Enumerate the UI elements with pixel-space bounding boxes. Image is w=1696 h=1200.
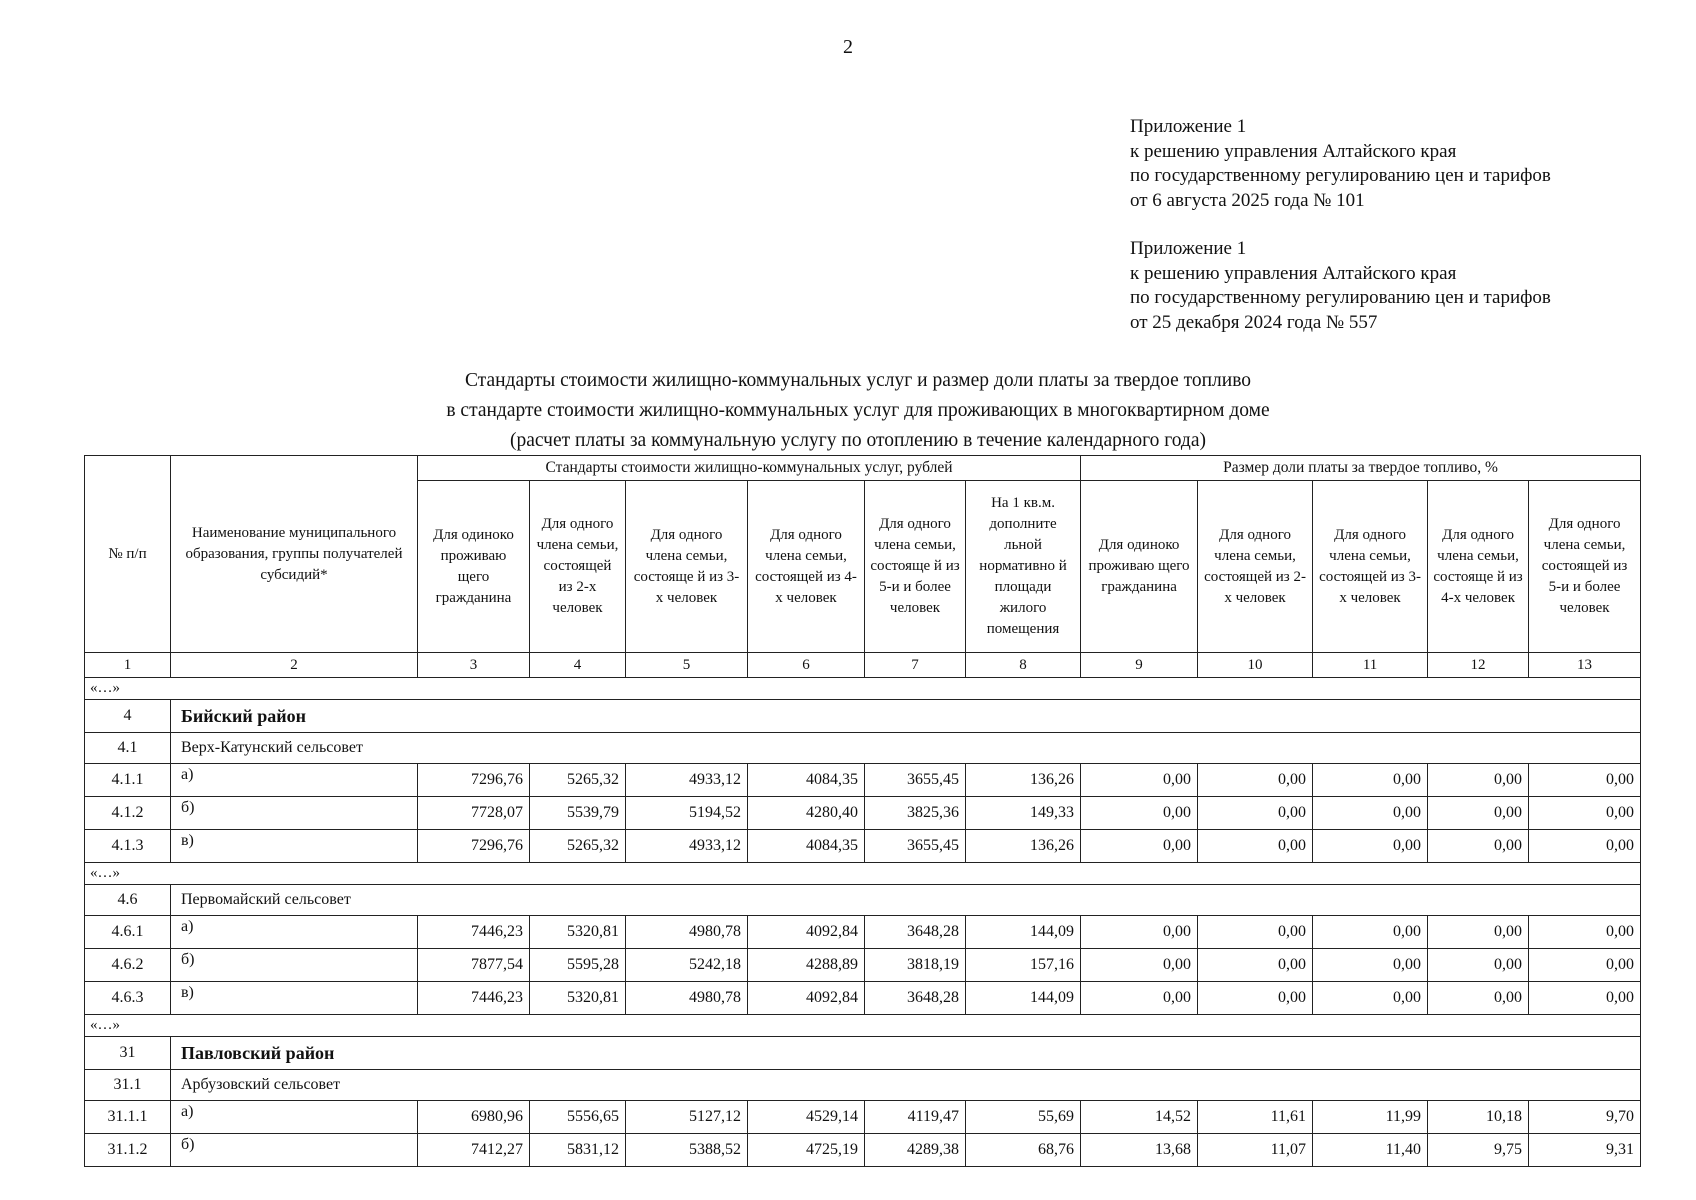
document-title — [0, 366, 1696, 456]
value-cell: 3825,36 — [865, 797, 966, 830]
district-number: 4 — [85, 700, 171, 733]
value-cell: 4725,19 — [748, 1134, 865, 1167]
appendix-previous-line: по государственному регулированию цен и тарифов — [1130, 287, 1551, 308]
table-row — [85, 797, 1641, 830]
value-cell: 11,07 — [1198, 1134, 1313, 1167]
row-number: 4.6.3 — [85, 982, 171, 1015]
district-row — [85, 1037, 1641, 1070]
value-cell: 3655,45 — [865, 764, 966, 797]
value-cell: 0,00 — [1313, 916, 1428, 949]
value-cell: 7446,23 — [418, 916, 530, 949]
column-number: 3 — [418, 653, 530, 678]
value-cell: 5265,32 — [530, 830, 626, 863]
value-cell: 7728,07 — [418, 797, 530, 830]
value-cell: 0,00 — [1198, 797, 1313, 830]
appendix-previous-line: к решению управления Алтайского края — [1130, 262, 1457, 284]
recipient-group: а) — [171, 916, 418, 949]
value-cell: 0,00 — [1313, 982, 1428, 1015]
value-cell: 68,76 — [966, 1134, 1081, 1167]
district-name: Бийский район — [171, 700, 1641, 733]
value-cell: 0,00 — [1313, 949, 1428, 982]
standards-table — [84, 455, 1641, 1167]
council-row — [85, 885, 1641, 916]
value-cell: 136,26 — [966, 830, 1081, 863]
value-cell: 0,00 — [1198, 830, 1313, 863]
appendix-current — [1130, 115, 1551, 213]
value-cell: 0,00 — [1529, 764, 1641, 797]
value-cell: 144,09 — [966, 916, 1081, 949]
value-cell: 7877,54 — [418, 949, 530, 982]
value-cell: 0,00 — [1198, 916, 1313, 949]
header-family3-fuel: Для одного члена семьи, состоящей из 3-х человек — [1313, 481, 1428, 653]
value-cell: 9,75 — [1428, 1134, 1529, 1167]
appendix-previous — [1130, 237, 1551, 335]
value-cell: 0,00 — [1428, 830, 1529, 863]
value-cell: 0,00 — [1529, 916, 1641, 949]
page-number: 2 — [843, 36, 853, 58]
council-name: Верх-Катунский сельсовет — [171, 733, 1641, 764]
column-number: 5 — [626, 653, 748, 678]
document-title-line: в стандарте стоимости жилищно-коммунальных услуг для проживающих в многоквартирном доме — [446, 400, 1270, 421]
table-row — [85, 764, 1641, 797]
column-number: 10 — [1198, 653, 1313, 678]
value-cell: 11,99 — [1313, 1101, 1428, 1134]
row-number: 4.1.2 — [85, 797, 171, 830]
value-cell: 4980,78 — [626, 916, 748, 949]
value-cell: 4084,35 — [748, 764, 865, 797]
header-family5-standard: Для одного члена семьи, состояще й из 5-и и более человек — [865, 481, 966, 653]
value-cell: 0,00 — [1198, 982, 1313, 1015]
value-cell: 7412,27 — [418, 1134, 530, 1167]
value-cell: 0,00 — [1428, 916, 1529, 949]
value-cell: 4119,47 — [865, 1101, 966, 1134]
row-number: 4.1.1 — [85, 764, 171, 797]
table-row — [85, 1101, 1641, 1134]
header-family5-fuel: Для одного члена семьи, состоящей из 5-и и более человек — [1529, 481, 1641, 653]
column-number: 8 — [966, 653, 1081, 678]
document-title-line: (расчет платы за коммунальную услугу по отоплению в течение календарного года) — [510, 430, 1206, 451]
value-cell: 0,00 — [1313, 764, 1428, 797]
value-cell: 0,00 — [1529, 982, 1641, 1015]
value-cell: 4933,12 — [626, 764, 748, 797]
header-family4-standard: Для одного члена семьи, состоящей из 4-х человек — [748, 481, 865, 653]
header-per-sqm: На 1 кв.м. дополните льной нормативно й площади жилого помещения — [966, 481, 1081, 653]
value-cell: 7296,76 — [418, 764, 530, 797]
value-cell: 0,00 — [1529, 797, 1641, 830]
recipient-group: б) — [171, 797, 418, 830]
council-data-rows — [85, 764, 1641, 863]
value-cell: 9,31 — [1529, 1134, 1641, 1167]
council-name: Арбузовский сельсовет — [171, 1070, 1641, 1101]
value-cell: 0,00 — [1081, 764, 1198, 797]
appendix-current-title: Приложение 1 — [1130, 116, 1247, 137]
district-row — [85, 700, 1641, 733]
value-cell: 149,33 — [966, 797, 1081, 830]
value-cell: 5242,18 — [626, 949, 748, 982]
row-number: 4.1.3 — [85, 830, 171, 863]
value-cell: 0,00 — [1428, 949, 1529, 982]
row-number: 31.1.1 — [85, 1101, 171, 1134]
council-row — [85, 733, 1641, 764]
column-number: 1 — [85, 653, 171, 678]
column-number: 12 — [1428, 653, 1529, 678]
omitted-rows — [85, 678, 1641, 700]
value-cell: 4980,78 — [626, 982, 748, 1015]
value-cell: 7446,23 — [418, 982, 530, 1015]
council-name: Первомайский сельсовет — [171, 885, 1641, 916]
appendix-previous-date: от 25 декабря 2024 года № 557 — [1130, 311, 1378, 333]
table-row — [85, 830, 1641, 863]
omitted-rows — [85, 863, 1641, 885]
district-name: Павловский район — [171, 1037, 1641, 1070]
column-number: 2 — [171, 653, 418, 678]
group-header-fuel-share: Размер доли платы за твердое топливо, % — [1081, 456, 1641, 481]
header-family2-standard: Для одного члена семьи, состоящей из 2-х человек — [530, 481, 626, 653]
council-number: 4.6 — [85, 885, 171, 916]
value-cell: 0,00 — [1081, 949, 1198, 982]
value-cell: 3648,28 — [865, 916, 966, 949]
value-cell: 5595,28 — [530, 949, 626, 982]
value-cell: 6980,96 — [418, 1101, 530, 1134]
value-cell: 7296,76 — [418, 830, 530, 863]
header-number: № п/п — [85, 456, 171, 653]
value-cell: 11,61 — [1198, 1101, 1313, 1134]
recipient-group: в) — [171, 830, 418, 863]
group-header-standards: Стандарты стоимости жилищно-коммунальных услуг, рублей — [418, 456, 1081, 481]
value-cell: 0,00 — [1428, 982, 1529, 1015]
value-cell: 9,70 — [1529, 1101, 1641, 1134]
column-number: 7 — [865, 653, 966, 678]
value-cell: 0,00 — [1428, 797, 1529, 830]
column-number: 13 — [1529, 653, 1641, 678]
value-cell: 4092,84 — [748, 916, 865, 949]
header-single-standard: Для одиноко проживаю щего гражданина — [418, 481, 530, 653]
value-cell: 3655,45 — [865, 830, 966, 863]
appendix-current-line: к решению управления Алтайского края — [1130, 140, 1457, 162]
value-cell: 5320,81 — [530, 982, 626, 1015]
table-row — [85, 1134, 1641, 1167]
council-number: 4.1 — [85, 733, 171, 764]
omitted-rows-marker: «…» — [85, 678, 1641, 700]
recipient-group: б) — [171, 1134, 418, 1167]
recipient-group: а) — [171, 764, 418, 797]
value-cell: 136,26 — [966, 764, 1081, 797]
value-cell: 4289,38 — [865, 1134, 966, 1167]
value-cell: 11,40 — [1313, 1134, 1428, 1167]
value-cell: 5194,52 — [626, 797, 748, 830]
omitted-rows — [85, 1015, 1641, 1037]
value-cell: 4084,35 — [748, 830, 865, 863]
value-cell: 3818,19 — [865, 949, 966, 982]
header-family4-fuel: Для одного члена семьи, состояще й из 4-х человек — [1428, 481, 1529, 653]
row-number: 4.6.2 — [85, 949, 171, 982]
header-family2-fuel: Для одного члена семьи, состоящей из 2-х человек — [1198, 481, 1313, 653]
value-cell: 4933,12 — [626, 830, 748, 863]
omitted-rows-marker: «…» — [85, 1015, 1641, 1037]
appendix-current-line: по государственному регулированию цен и тарифов — [1130, 165, 1551, 186]
value-cell: 5388,52 — [626, 1134, 748, 1167]
column-number: 9 — [1081, 653, 1198, 678]
value-cell: 144,09 — [966, 982, 1081, 1015]
value-cell: 4280,40 — [748, 797, 865, 830]
value-cell: 5265,32 — [530, 764, 626, 797]
council-row — [85, 1070, 1641, 1101]
column-number: 11 — [1313, 653, 1428, 678]
value-cell: 4288,89 — [748, 949, 865, 982]
value-cell: 13,68 — [1081, 1134, 1198, 1167]
value-cell: 55,69 — [966, 1101, 1081, 1134]
value-cell: 4092,84 — [748, 982, 865, 1015]
column-number: 6 — [748, 653, 865, 678]
value-cell: 5320,81 — [530, 916, 626, 949]
header-municipality: Наименование муниципального образования, группы получателей субсидий* — [171, 456, 418, 653]
value-cell: 0,00 — [1198, 949, 1313, 982]
header-family3-standard: Для одного члена семьи, состояще й из 3-х человек — [626, 481, 748, 653]
value-cell: 0,00 — [1313, 830, 1428, 863]
value-cell: 5831,12 — [530, 1134, 626, 1167]
value-cell: 0,00 — [1428, 764, 1529, 797]
value-cell: 5539,79 — [530, 797, 626, 830]
table-row — [85, 949, 1641, 982]
appendix-current-date: от 6 августа 2025 года № 101 — [1130, 189, 1365, 211]
value-cell: 5127,12 — [626, 1101, 748, 1134]
value-cell: 5556,65 — [530, 1101, 626, 1134]
row-number: 31.1.2 — [85, 1134, 171, 1167]
value-cell: 4529,14 — [748, 1101, 865, 1134]
value-cell: 10,18 — [1428, 1101, 1529, 1134]
value-cell: 0,00 — [1198, 764, 1313, 797]
value-cell: 0,00 — [1529, 949, 1641, 982]
value-cell: 157,16 — [966, 949, 1081, 982]
recipient-group: в) — [171, 982, 418, 1015]
column-number-row — [85, 653, 1641, 678]
value-cell: 0,00 — [1081, 982, 1198, 1015]
recipient-group: а) — [171, 1101, 418, 1134]
value-cell: 0,00 — [1529, 830, 1641, 863]
document-title-line: Стандарты стоимости жилищно-коммунальных услуг и размер доли платы за твердое топливо — [464, 370, 1252, 391]
district-number: 31 — [85, 1037, 171, 1070]
council-data-rows — [85, 1101, 1641, 1167]
row-number: 4.6.1 — [85, 916, 171, 949]
table-row — [85, 982, 1641, 1015]
table-row — [85, 916, 1641, 949]
appendix-previous-title: Приложение 1 — [1130, 238, 1247, 259]
column-number: 4 — [530, 653, 626, 678]
council-number: 31.1 — [85, 1070, 171, 1101]
value-cell: 0,00 — [1313, 797, 1428, 830]
header-single-fuel: Для одиноко проживаю щего гражданина — [1081, 481, 1198, 653]
value-cell: 0,00 — [1081, 797, 1198, 830]
value-cell: 3648,28 — [865, 982, 966, 1015]
value-cell: 0,00 — [1081, 830, 1198, 863]
value-cell: 14,52 — [1081, 1101, 1198, 1134]
value-cell: 0,00 — [1081, 916, 1198, 949]
council-data-rows — [85, 916, 1641, 1015]
omitted-rows-marker: «…» — [85, 863, 1641, 885]
recipient-group: б) — [171, 949, 418, 982]
